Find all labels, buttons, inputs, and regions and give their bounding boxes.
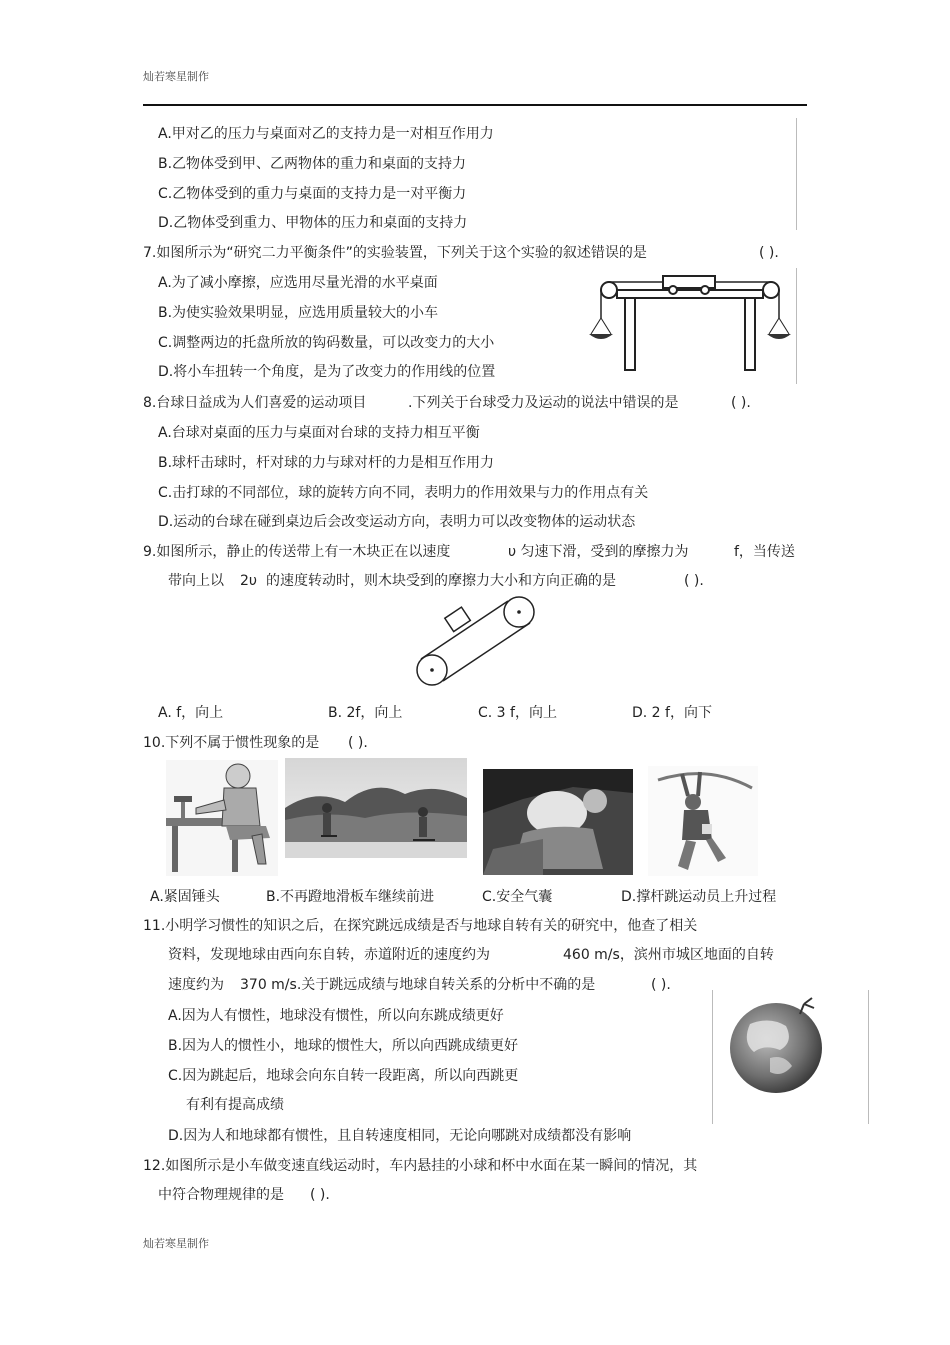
q10-stem: 10.下列不属于惯性现象的是 bbox=[143, 735, 320, 751]
header-rule bbox=[143, 104, 807, 106]
q7-option-b: B.为使实验效果明显，应选用质量较大的小车 bbox=[158, 305, 439, 321]
q8-option-c: C.击打球的不同部位，球的旋转方向不同，表明力的作用效果与力的作用点有关 bbox=[158, 485, 649, 501]
q10-caption-d: D.撑杆跳运动员上升过程 bbox=[621, 889, 777, 905]
q7-answer-paren: ( ). bbox=[759, 245, 779, 261]
q8-stem-part1: 8.台球日益成为人们喜爱的运动项目 bbox=[143, 395, 367, 411]
q12-stem-line1: 12.如图所示是小车做变速直线运动时，车内悬挂的小球和杯中水面在某一瞬间的情况，其 bbox=[143, 1158, 698, 1174]
pole-vault-photo bbox=[648, 766, 758, 876]
globe-figure bbox=[720, 994, 840, 1096]
q11-option-d: D.因为人和地球都有惯性，且自转速度相同，无论向哪跳对成绩都没有影响 bbox=[168, 1128, 632, 1144]
conveyor-belt-figure bbox=[410, 596, 550, 692]
q11-stem-line3-b: 370 m/s.关于跳远成绩与地球自转关系的分析中不确的是 bbox=[240, 977, 596, 993]
q9-stem-line2-c: 的速度转动时，则木块受到的摩擦力大小和方向正确的是 bbox=[266, 573, 616, 589]
q11-stem-line1: 11.小明学习惯性的知识之后，在探究跳远成绩是否与地球自转有关的研究中，他查了相关 bbox=[143, 918, 698, 934]
q7-stem: 7.如图所示为“研究二力平衡条件”的实验装置，下列关于这个实验的叙述错误的是 bbox=[143, 245, 647, 261]
q6-option-a: A.甲对乙的压力与桌面对乙的支持力是一对相互作用力 bbox=[158, 126, 494, 142]
q11-option-c: C.因为跳起后，地球会向东自转一段距离，所以向西跳更 bbox=[168, 1068, 519, 1084]
q8-option-b: B.球杆击球时，杆对球的力与球对杆的力是相互作用力 bbox=[158, 455, 495, 471]
q8-answer-paren: ( ). bbox=[731, 395, 751, 411]
q7-option-a: A.为了减小摩擦，应选用尽量光滑的水平桌面 bbox=[158, 275, 438, 291]
q10-caption-c: C.安全气囊 bbox=[482, 889, 553, 905]
globe-border-right bbox=[868, 990, 869, 1124]
q9-option-a: A. f，向上 bbox=[158, 705, 224, 721]
q9-option-d: D. 2 f，向下 bbox=[632, 705, 712, 721]
q8-option-a: A.台球对桌面的压力与桌面对台球的支持力相互平衡 bbox=[158, 425, 480, 441]
q6-option-d: D.乙物体受到重力、甲物体的压力和桌面的支持力 bbox=[158, 215, 468, 231]
scooter-photo bbox=[285, 758, 467, 858]
page-footer: 灿若寒星制作 bbox=[143, 1237, 209, 1250]
airbag-photo bbox=[483, 769, 633, 875]
q9-stem-line2-a: 带向上以 bbox=[168, 573, 224, 589]
globe-border-left bbox=[712, 990, 713, 1124]
q11-option-c-continued: 有利有提高成绩 bbox=[186, 1097, 284, 1113]
q11-answer-paren: ( ). bbox=[651, 977, 671, 993]
figure-border-line bbox=[796, 268, 797, 384]
q12-stem-line2: 中符合物理规律的是 bbox=[158, 1187, 284, 1203]
q9-stem-line1-b: υ 匀速下滑，受到的摩擦力为 bbox=[508, 544, 689, 560]
q9-answer-paren: ( ). bbox=[684, 573, 704, 589]
q9-stem-line2-b: 2υ bbox=[240, 573, 258, 589]
q9-option-c: C. 3 f，向上 bbox=[478, 705, 557, 721]
q12-answer-paren: ( ). bbox=[310, 1187, 330, 1203]
two-force-balance-apparatus-figure bbox=[595, 266, 795, 376]
q9-stem-line1-c: f，当传送 bbox=[734, 544, 795, 560]
q8-option-d: D.运动的台球在碰到桌边后会改变运动方向，表明力可以改变物体的运动状态 bbox=[158, 514, 636, 530]
q7-option-c: C.调整两边的托盘所放的钩码数量，可以改变力的大小 bbox=[158, 335, 495, 351]
q9-option-b: B. 2f，向上 bbox=[328, 705, 403, 721]
q11-stem-line3-a: 速度约为 bbox=[168, 977, 224, 993]
q9-stem-line1-a: 9.如图所示，静止的传送带上有一木块正在以速度 bbox=[143, 544, 451, 560]
q10-answer-paren: ( ). bbox=[348, 735, 368, 751]
q11-option-a: A.因为人有惯性，地球没有惯性，所以向东跳成绩更好 bbox=[168, 1008, 504, 1024]
q11-option-b: B.因为人的惯性小，地球的惯性大，所以向西跳成绩更好 bbox=[168, 1038, 519, 1054]
hammer-photo bbox=[166, 760, 278, 876]
right-border-line bbox=[796, 118, 797, 230]
q6-option-c: C.乙物体受到的重力与桌面的支持力是一对平衡力 bbox=[158, 186, 467, 202]
q10-caption-b: B.不再蹬地滑板车继续前进 bbox=[266, 889, 435, 905]
q7-option-d: D.将小车扭转一个角度，是为了改变力的作用线的位置 bbox=[158, 364, 496, 380]
page-header: 灿若寒星制作 bbox=[143, 70, 209, 83]
q6-option-b: B.乙物体受到甲、乙两物体的重力和桌面的支持力 bbox=[158, 156, 467, 172]
q10-caption-a: A.紧固锤头 bbox=[150, 889, 220, 905]
q8-stem-part2: .下列关于台球受力及运动的说法中错误的是 bbox=[408, 395, 679, 411]
q11-stem-line2-b: 460 m/s，滨州市城区地面的自转 bbox=[563, 947, 774, 963]
q11-stem-line2-a: 资料，发现地球由西向东自转，赤道附近的速度约为 bbox=[168, 947, 490, 963]
